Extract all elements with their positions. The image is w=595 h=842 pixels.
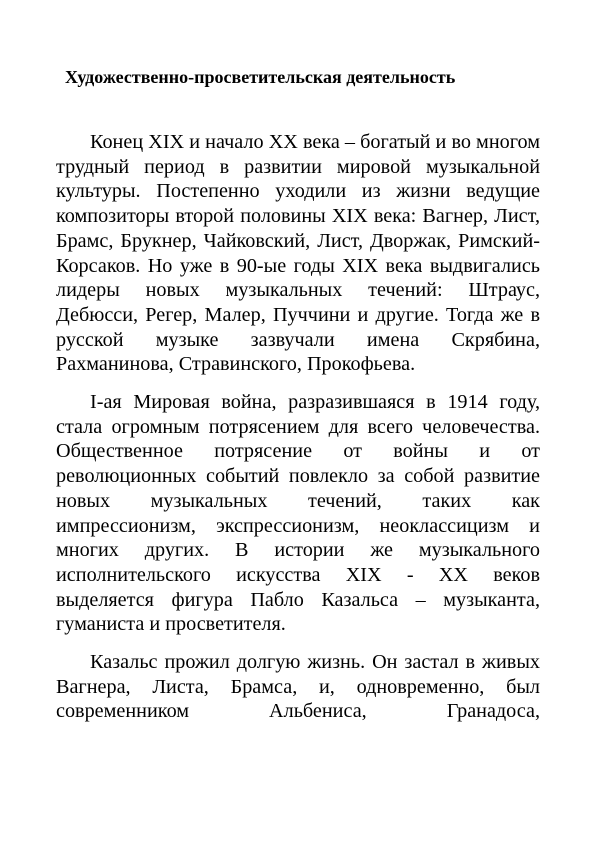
paragraph-1: Конец XIX и начало XX века – богатый и во многом трудный период в развитии мировой музыкальной культуры. Постепенно уходили из жизни ведущие композиторы второй половины XIX века: Вагнер, Лист, Брамс, Брукнер, Чайковский, Лист, Дворжак, Римский-Корсаков. Но уже в 90-ые годы XIX века выдвигались лидеры новых музыкальных течений: Штраус, Дебюсси, Регер, Малер, Пуччини и другие. Тогда же в русской музыке зазвучали имена Скрябина, Рахманинова, Стравинского, Прокофьева. <box>56 131 540 376</box>
paragraph-3: Казальс прожил долгую жизнь. Он застал в живых Вагнера, Листа, Брамса, и, одновременно, был современником Альбениса, Гранадоса, <box>56 651 540 723</box>
paragraph-2: I-ая Мировая война, разразившаяся в 1914 году, стала огромным потрясением для всего человечества. Общественное потрясение от войны и от революционных событий повлекло за собой развитие новых музыкальных течений, таких как импрессионизм, экспрессионизм, неоклассицизм и многих других. В истории же музыкального исполнительского искусства XIX - XX веков выделяется фигура Пабло Казальса – музыканта, гуманиста и просветителя. <box>56 391 540 636</box>
document-body <box>56 130 540 737</box>
page-title: Художественно-просветительская деятельность <box>65 67 456 87</box>
